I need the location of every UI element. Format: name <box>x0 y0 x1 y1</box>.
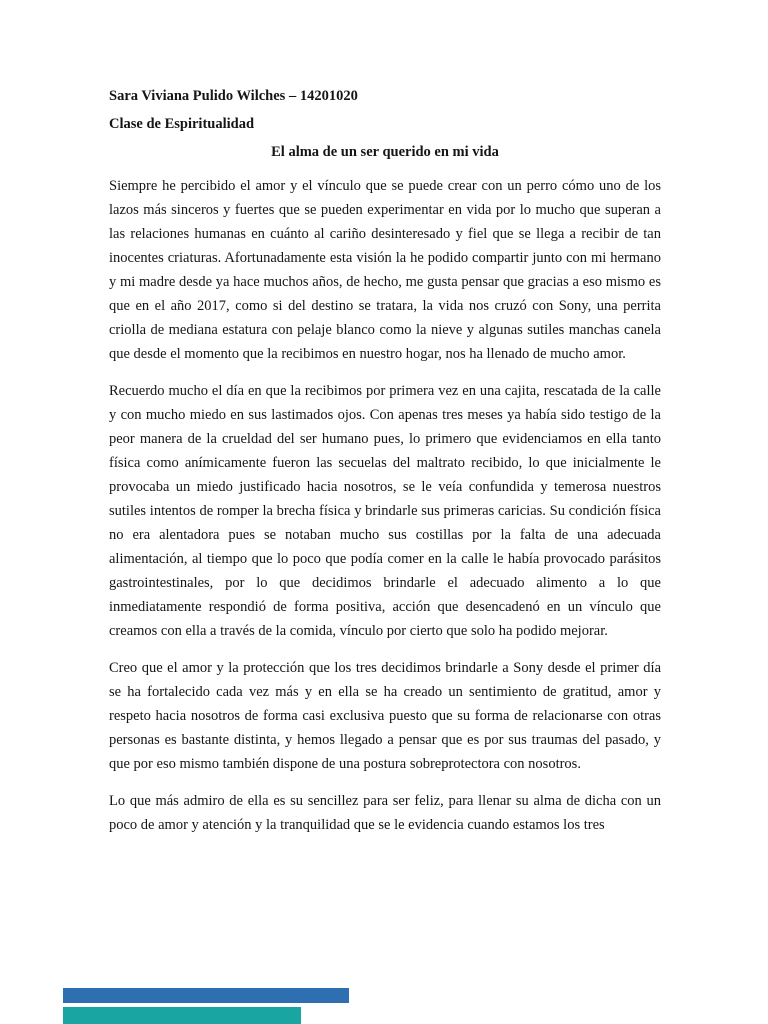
paragraph-1: Siempre he percibido el amor y el vínculo que se puede crear con un perro cómo uno de los lazos más sinceros y fuertes que se pueden experimentar en vida por lo mucho que superan a las relaciones humanas en cuánto al cariño desinteresado y fiel que se llega a recibir de tan inocentes criaturas. Afortunadamente esta visión la he podido compartir junto con mi hermano y mi madre desde ya hace muchos años, de hecho, me gusta pensar que gracias a eso mismo es que en el año 2017, como si del destino se tratara, la vida nos cruzó con Sony, una perrita criolla de mediana estatura con pelaje blanco como la nieve y algunas sutiles manchas canela que desde el momento que la recibimos en nuestro hogar, nos ha llenado de mucho amor. <box>109 178 661 362</box>
paragraph-2: Recuerdo mucho el día en que la recibimos por primera vez en una cajita, rescatada de la calle y con mucho miedo en sus lastimados ojos. Con apenas tres meses ya había sido testigo de la peor manera de la crueldad del ser humano pues, lo primero que evidenciamos en ella tanto física como anímicamente fueron las secuelas del maltrato recibido, lo que inicialmente le provocaba un miedo justificado hacia nosotros, se le veía confundida y temerosa nuestros sutiles intentos de romper la brecha física y brindarle sus primeras caricias. Su condición física no era alentadora pues se notaban mucho sus costillas por la falta de una adecuada alimentación, al tiempo que lo poco que podía comer en la calle le había provocado parásitos gastrointestinales, por lo que decidimos brindarle el adecuado alimento a lo que inmediatamente respondió de forma positiva, acción que desencadenó en un vínculo que creamos con ella a través de la comida, vínculo por cierto que solo ha podido mejorar. <box>109 383 661 639</box>
document-body <box>109 174 661 837</box>
footer-bar-teal <box>63 1007 301 1024</box>
document-title: El alma de un ser querido en mi vida <box>271 144 499 160</box>
course-line: Clase de Espiritualidad <box>109 116 255 132</box>
paragraph-3: Creo que el amor y la protección que los tres decidimos brindarle a Sony desde el primer día se ha fortalecido cada vez más y en ella se ha creado un sentimiento de gratitud, amor y respeto hacia nosotros de forma casi exclusiva puesto que su forma de relacionarse con otras personas es bastante distinta, y hemos llegado a pensar que es por sus traumas del pasado, y que por eso mismo también dispone de una postura sobreprotectora con nosotros. <box>109 660 661 772</box>
footer-bar-blue <box>63 988 349 1003</box>
author-line: Sara Viviana Pulido Wilches – 14201020 <box>109 88 358 104</box>
paragraph-4: Lo que más admiro de ella es su sencillez para ser feliz, para llenar su alma de dicha con un poco de amor y atención y la tranquilidad que se le evidencia cuando estamos los tres <box>109 793 661 833</box>
document-content <box>109 84 661 837</box>
